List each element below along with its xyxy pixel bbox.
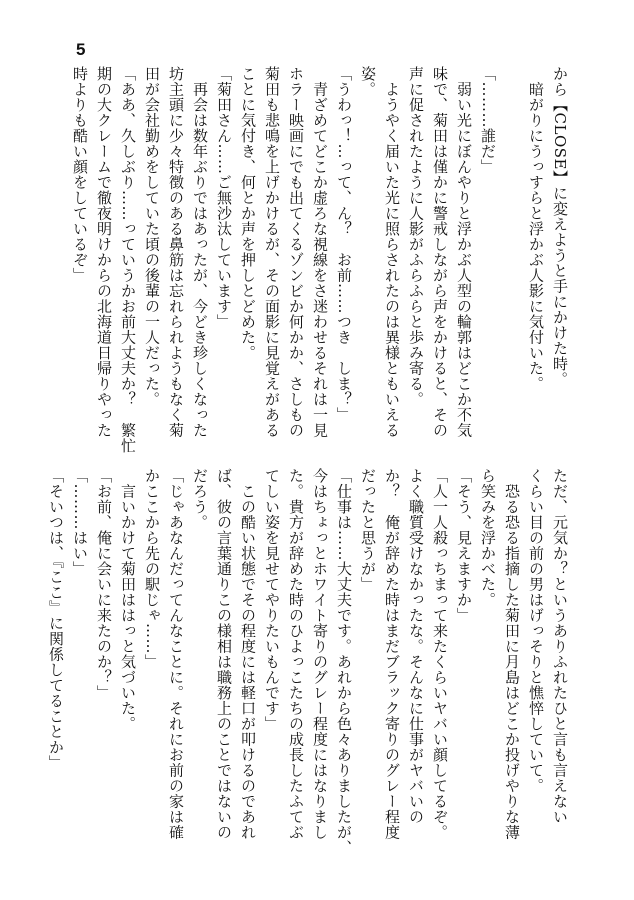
text-line: 声に促されたように人影がふらふらと歩み寄る。: [407, 66, 425, 407]
text-line: 姿。: [359, 66, 377, 97]
text-line: 暗がりにうっすらと浮かぶ人影に気付いた。: [527, 66, 545, 392]
text-line: ら笑みを浮かべた。: [479, 468, 497, 608]
text-line: 青ざめてどこか虚ろな視線をさ迷わせるそれは一見: [311, 66, 329, 438]
text-line: ホラー映画にでも出てくるゾンビか何かか、さしもの: [287, 66, 305, 438]
text-line: 「人一人殺っちまって来たくらいヤバい顔してるぞ。: [431, 468, 449, 840]
text-line: 「………誰だ」: [479, 66, 497, 175]
text-line: から【CLOSE】に変えようと手にかけた時。: [551, 66, 569, 387]
text-line: よく職質受けなかったな。そんなに仕事がヤバいの: [407, 468, 425, 825]
text-line: 期の大クレームで徹夜明けからの北海道日帰りやった: [95, 66, 113, 438]
text-line: か？ 俺が辞めた時はまだブラック寄りのグレー程度: [383, 468, 401, 840]
text-line: ば、彼の言葉通りこの様相は職務上のことではないの: [215, 468, 233, 840]
text-line: だったと思うが」: [359, 468, 377, 592]
text-line: 「………はい」: [71, 468, 89, 577]
blank-line: [500, 66, 524, 446]
text-line: 再会は数年ぶりではあったが、今どき珍しくなった: [191, 66, 209, 438]
text-block-top: [71, 66, 572, 454]
text-line: てしい姿を見せてやりたいもんです」: [263, 468, 281, 732]
text-block-bottom: [47, 468, 572, 856]
text-line: 「ああ、久しぶり……っていうかお前大丈夫か？ 繁忙: [119, 66, 137, 454]
text-line: ことに気付き、何とか声を押しとどめた。: [239, 66, 257, 361]
text-line: 田が会社勤めをしていた頃の後輩の一人だった。: [143, 66, 161, 407]
text-line: 弱い光にぼんやりと浮かぶ人型の輪郭はどこか不気: [455, 66, 473, 438]
text-line: 「お前、俺に会いに来たのか？」: [95, 468, 113, 701]
text-line: 「うわっ！…って、ん？ お前……つき しま？」: [335, 66, 353, 423]
text-line: た。貴方が辞めた時のひよっこたちの成長したふてぶ: [287, 468, 305, 840]
text-line: 「仕事は……大丈夫です。あれから色々ありましたが、: [335, 468, 353, 856]
text-line: ようやく届いた光に照らされたのは異様ともいえる: [383, 66, 401, 438]
text-line: ただ、元気か？というありふれたひと言も言えない: [551, 468, 569, 825]
text-line: この酷い状態でその程度には軽口が叩けるのであれ: [239, 468, 257, 840]
text-line: 菊田も悲鳴を上げかけるが、その面影に見覚えがある: [263, 66, 281, 438]
text-line: だろう。: [191, 468, 209, 530]
text-line: 坊主頭に少々特徴のある鼻筋は忘れられようもなく菊: [167, 66, 185, 438]
text-line: 時よりも酷い顔をしているぞ」: [71, 66, 89, 283]
text-line: かここから先の駅じゃ……」: [143, 468, 161, 670]
text-line: 「そいつは、『ここ』に関係してることか」: [47, 468, 65, 771]
text-line: くらい目の前の男はげっそりと憔悴していて。: [527, 468, 545, 794]
text-line: 味で、菊田は僅かに警戒しながら声をかけると、その: [431, 66, 449, 438]
text-line: 「そう、見えますか」: [455, 468, 473, 623]
text-line: 「菊田さん……ご無沙汰しています」: [215, 66, 233, 330]
text-line: 言いかけて菊田ははっと気づいた。: [119, 468, 137, 732]
text-line: 恐る恐る指摘した菊田に月島はどこか投げやりな薄: [503, 468, 521, 840]
page-number: 5: [76, 40, 86, 59]
text-line: 「じゃあなんだってんなことに。それにお前の家は確: [167, 468, 185, 840]
text-line: 今はちょっとホワイト寄りのグレー程度にはなりまし: [311, 468, 329, 840]
